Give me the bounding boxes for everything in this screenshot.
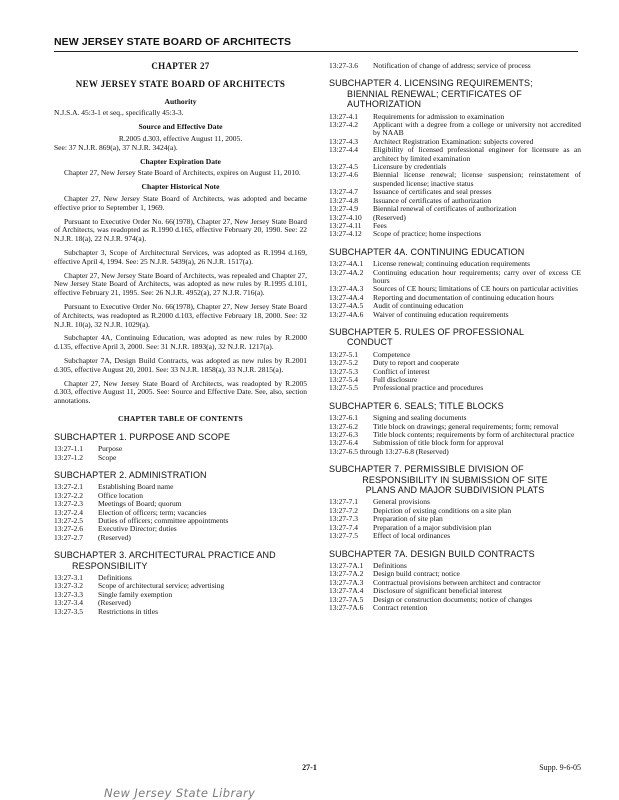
- toc-section[interactable]: [54, 525, 307, 533]
- section-title: Design build contract; notice: [373, 569, 460, 579]
- section-title: Effect of local ordinances: [373, 531, 451, 541]
- section-number: 13:27-4.12: [329, 229, 362, 239]
- expiration-heading: Chapter Expiration Date: [140, 156, 221, 166]
- section-number: 13:27-1.2: [54, 452, 83, 462]
- expiration-text: Chapter 27, New Jersey State Board of Architects, expires on August 11, 2010.: [64, 168, 301, 178]
- toc-section[interactable]: [329, 214, 581, 222]
- section-number: 13:27-7A.6: [329, 602, 364, 612]
- section-title: Scope of practice; home inspections: [373, 229, 482, 239]
- subchapter-heading[interactable]: [329, 327, 581, 348]
- source-line-2: See: 37 N.J.R. 869(a), 37 N.J.R. 3424(a).: [54, 142, 178, 152]
- section-title: General provisions: [373, 497, 430, 507]
- history-paragraph: Subchapter 4A, Continuing Education, was adopted as new rules by R.2000 d.135, effective April 3, 2000. See: 31 N.J.R. 1893(a), 32 N.J.R. 1217(a).: [54, 333, 307, 352]
- section-title: Biennial renewal of certificates of authorization: [373, 204, 517, 214]
- toc-section[interactable]: [54, 534, 307, 542]
- section-title: Professional practice and procedures: [373, 383, 484, 393]
- toc-section[interactable]: [329, 604, 581, 612]
- section-title: Restrictions in titles: [98, 606, 158, 616]
- section-title: Signing and sealing documents: [373, 413, 467, 423]
- subchapter-heading-line: SUBCHAPTER 3. ARCHITECTURAL PRACTICE AND: [54, 550, 276, 561]
- section-number: 13:27-4.4: [329, 145, 358, 155]
- subchapter-heading-line: SUBCHAPTER 2. ADMINISTRATION: [54, 469, 207, 480]
- toc-section[interactable]: [329, 230, 581, 238]
- section-number: 13:27-6.4: [329, 438, 358, 448]
- toc-section[interactable]: [329, 532, 581, 540]
- subchapter-heading[interactable]: [54, 550, 307, 571]
- toc-section[interactable]: [329, 205, 581, 213]
- section-number: 13:27-2.6: [54, 524, 83, 534]
- section-number: 13:27-7.5: [329, 531, 358, 541]
- subchapter-heading-line: RESPONSIBILITY IN SUBMISSION OF SITE: [362, 474, 548, 485]
- section-title: Meetings of Board; quorum: [98, 499, 182, 509]
- source-line-1: R.2005 d.303, effective August 11, 2005.: [118, 133, 243, 143]
- section-title: Purpose: [98, 444, 123, 454]
- section-number: 13:27-7A.2: [329, 569, 364, 579]
- subchapter-heading-line: RESPONSIBILITY: [72, 560, 148, 571]
- section-number: 13:27-4.3: [329, 136, 358, 146]
- right-toc: [329, 78, 581, 612]
- subchapter-heading[interactable]: [54, 432, 307, 442]
- section-title: Submission of title block form for approval: [373, 438, 504, 448]
- toc-section[interactable]: [329, 368, 581, 376]
- section-number: 13:27-4.6: [329, 170, 358, 180]
- toc-section[interactable]: [54, 599, 307, 607]
- section-number: 13:27-6.3: [329, 430, 358, 440]
- section-title: Applicant with a degree from a college or university not accredited by NAAB: [373, 120, 581, 138]
- section-number: 13:27-5.1: [329, 349, 358, 359]
- section-number: 13:27-5.5: [329, 383, 358, 393]
- section-title: Issuance of certificates of authorization: [373, 195, 492, 205]
- section-number: 13:27-6.2: [329, 421, 358, 431]
- section-number: 13:27-3.3: [54, 589, 83, 599]
- section-number: 13:27-7A.3: [329, 577, 364, 587]
- section-title: Issuance of certificates and seal presses: [373, 187, 492, 197]
- section-number: 13:27-2.1: [54, 482, 83, 492]
- section-number: 13:27-1.1: [54, 444, 83, 454]
- toc-section[interactable]: [54, 517, 307, 525]
- left-toc: [54, 432, 307, 616]
- subchapter-heading-line: SUBCHAPTER 4. LICENSING REQUIREMENTS;: [329, 78, 533, 89]
- history-paragraph: Pursuant to Executive Order No. 66(1978), Chapter 27, New Jersey State Board of Architects, was readopted as R.1990 d.165, effective February 20, 1990. See: 22 N.J.R. 18(a), 22 N.J.R. 974(a).: [54, 216, 307, 244]
- section-title: Architect Registration Examination: subjects covered: [373, 136, 534, 146]
- supplement-date: Supp. 9-6-05: [539, 763, 581, 772]
- section-title: Sources of CE hours; limitations of CE hours on particular activities: [373, 284, 578, 294]
- section-title: Preparation of a major subdivision plan: [373, 522, 492, 532]
- section-title: Conflict of interest: [373, 366, 430, 376]
- toc-section[interactable]: [54, 454, 307, 462]
- left-column: [54, 62, 307, 616]
- authority-heading: Authority: [164, 96, 197, 106]
- toc-section[interactable]: [329, 507, 581, 515]
- section-title: Title block contents; requirements by form of architectural practice: [373, 430, 575, 440]
- section-number: 13:27-7.3: [329, 514, 358, 524]
- toc-title: CHAPTER TABLE OF CONTENTS: [118, 413, 243, 423]
- section-number: 13:27-2.5: [54, 515, 83, 525]
- section-number: 13:27-5.2: [329, 358, 358, 368]
- section-title: Establishing Board name: [98, 482, 174, 492]
- subchapter-heading-line: SUBCHAPTER 6. SEALS; TITLE BLOCKS: [329, 400, 504, 411]
- section-number: 13:27-2.7: [54, 532, 83, 542]
- chapter-title: NEW JERSEY STATE BOARD OF ARCHITECTS: [75, 78, 286, 89]
- subchapter-heading-line: AUTHORIZATION: [347, 99, 422, 110]
- section-number: 13:27-2.3: [54, 499, 83, 509]
- section-number: 13:27-4.1: [329, 111, 358, 121]
- section-title: Definitions: [98, 572, 132, 582]
- section-title: Contractual provisions between architect and contractor: [373, 577, 541, 587]
- toc-section[interactable]: [329, 384, 581, 392]
- toc-section[interactable]: [54, 591, 307, 599]
- toc-section[interactable]: [329, 146, 581, 163]
- section-title: Fees: [373, 220, 387, 230]
- subchapter-heading-line: SUBCHAPTER 1. PURPOSE AND SCOPE: [54, 431, 231, 442]
- section-number: 13:27-4.7: [329, 187, 358, 197]
- toc-section[interactable]: [54, 483, 307, 491]
- subchapter-heading-line: CONDUCT: [347, 337, 393, 348]
- section-title: Design or construction documents; notice of changes: [373, 594, 533, 604]
- section-title: Disclosure of significant beneficial interest: [373, 586, 503, 596]
- section-title: Contract retention: [373, 602, 428, 612]
- subchapter-heading-line: PLANS AND MAJOR SUBDIVISION PLATS: [365, 485, 545, 496]
- subchapter-heading-line: SUBCHAPTER 7. PERMISSIBLE DIVISION OF: [329, 464, 524, 475]
- section-title: (Reserved): [98, 532, 131, 542]
- toc-section[interactable]: [329, 171, 581, 188]
- section-title: Continuing education hour requirements; carry over of excess CE hours: [373, 267, 581, 285]
- section-number: 13:27-5.4: [329, 375, 358, 384]
- section-number: 13:27-7.2: [329, 505, 358, 515]
- history-paragraph: Chapter 27, New Jersey State Board of Architects, was readopted by R.2005 d.303, effective August 11, 2005. See: Source and Effective Date. See, also, section annotations.: [54, 378, 307, 406]
- section-title: Waiver of continuing education requirements: [373, 309, 509, 319]
- section-title: Depiction of existing conditions on a site plan: [373, 505, 512, 515]
- right-column: [329, 62, 581, 612]
- section-title: Single family exemption: [98, 589, 173, 599]
- history-paragraph: Chapter 27, New Jersey State Board of Architects, was adopted and became effective prior to September 1, 1969.: [54, 193, 307, 212]
- toc-section[interactable]: [329, 596, 581, 604]
- section-number: 13:27-4A.5: [329, 301, 364, 311]
- section-number: 13:27-4.10: [329, 212, 362, 222]
- section-title: Scope: [98, 452, 117, 462]
- section-title: Duty to report and cooperate: [373, 358, 460, 368]
- toc-section[interactable]: [54, 582, 307, 590]
- section-title: Preparation of site plan: [373, 514, 443, 524]
- section-number: 13:27-4A.6: [329, 309, 364, 319]
- toc-section[interactable]: [329, 311, 581, 319]
- subchapter-heading-line: SUBCHAPTER 4A. CONTINUING EDUCATION: [329, 246, 525, 257]
- section-number: 13:27-3.2: [54, 581, 83, 591]
- section-number: 13:27-7A.1: [329, 560, 364, 570]
- section-number: 13:27-4.9: [329, 204, 358, 214]
- section-number: 13:27-4.5: [329, 162, 358, 172]
- subchapter-heading-line: SUBCHAPTER 5. RULES OF PROFESSIONAL: [329, 326, 525, 337]
- section-title: License renewal; continuing education requirements: [373, 259, 531, 269]
- section-number: 13:27-4.2: [329, 120, 358, 130]
- toc-section[interactable]: [329, 269, 581, 286]
- toc-section[interactable]: [329, 359, 581, 367]
- toc-section[interactable]: [329, 121, 581, 138]
- section-number: 13:27-7.1: [329, 497, 358, 507]
- authority-text: N.J.S.A. 45:3-1 et seq., specifically 45:3-3.: [54, 108, 184, 118]
- section-title: Title block on drawings; general requirements; form; removal: [373, 421, 559, 431]
- section-number: 13:27-5.3: [329, 366, 358, 376]
- subchapter-heading-line: SUBCHAPTER 7A. DESIGN BUILD CONTRACTS: [329, 548, 535, 559]
- section-number: 13:27-4A.3: [329, 284, 364, 294]
- history-paragraphs: [54, 195, 307, 406]
- section-title: 13:27-6.5 through 13:27-6.8 (Reserved): [329, 446, 449, 456]
- subchapter-heading[interactable]: [329, 78, 581, 109]
- history-paragraph: Pursuant to Executive Order No. 66(1978), Chapter 27, New Jersey State Board of Architects, was readopted as R.2000 d.103, effective February 18, 2000. See: 32 N.J.R. 10(a), 32 N.J.R. 1029(a).: [54, 301, 307, 329]
- section-title: Duties of officers; committee appointments: [98, 515, 229, 525]
- toc-section[interactable]: [329, 524, 581, 532]
- toc-section[interactable]: [329, 448, 581, 456]
- section-number: 13:27-3.6: [329, 61, 358, 70]
- section-number: 13:27-4A.2: [329, 267, 364, 277]
- section-title: Full disclosure: [373, 375, 418, 384]
- section-title: Executive Director; duties: [98, 524, 177, 534]
- page-number: 27-1: [302, 763, 317, 772]
- section-title: Reporting and documentation of continuing education hours: [373, 292, 554, 302]
- history-heading: Chapter Historical Note: [141, 182, 220, 192]
- section-number: 13:27-3.4: [54, 598, 83, 608]
- subchapter-heading[interactable]: [329, 401, 581, 411]
- section-number: 13:27-6.1: [329, 413, 358, 423]
- section-title: Office location: [98, 490, 144, 500]
- subchapter-heading[interactable]: [329, 464, 581, 495]
- section-number: 13:27-3.1: [54, 572, 83, 582]
- section-number: 13:27-2.4: [54, 507, 83, 517]
- section-number: 13:27-2.2: [54, 490, 83, 500]
- section-title: (Reserved): [98, 598, 131, 608]
- section-number: 13:27-4.8: [329, 195, 358, 205]
- section-number: 13:27-4.11: [329, 220, 362, 230]
- history-paragraph: Subchapter 7A, Design Build Contracts, was adopted as new rules by R.2001 d.305, effective August 20, 2001. See: 33 N.J.R. 1858(a), 33 N.J.R. 2815(a).: [54, 355, 307, 374]
- section-title: (Reserved): [373, 212, 406, 222]
- toc-section[interactable]: [329, 62, 581, 70]
- toc-section[interactable]: [54, 445, 307, 453]
- library-stamp: New Jersey State Library: [104, 786, 256, 800]
- subchapter-heading[interactable]: [329, 247, 581, 257]
- running-header: NEW JERSEY STATE BOARD OF ARCHITECTS: [54, 36, 578, 52]
- section-number: 13:27-4A.4: [329, 292, 364, 302]
- section-title: Audit of continuing education: [373, 301, 464, 311]
- toc-section[interactable]: [54, 608, 307, 616]
- section-title: Definitions: [373, 560, 407, 570]
- section-number: 13:27-7A.5: [329, 594, 364, 604]
- section-number: 13:27-3.5: [54, 606, 83, 616]
- section-number: 13:27-7.4: [329, 522, 358, 532]
- subchapter-heading[interactable]: [329, 549, 581, 559]
- history-paragraph: Chapter 27, New Jersey State Board of Architects, was repealed and Chapter 27, New Jersey State Board of Architects, was adopted as new rules by R.1995 d.101, effective February 21, 1995. See: 26 N.J.R. 4952(a), 27 N.J.R. 716(a).: [54, 270, 307, 298]
- source-heading: Source and Effective Date: [138, 122, 223, 132]
- section-title: Licensure by credentials: [373, 162, 447, 172]
- section-number: 13:27-4A.1: [329, 259, 364, 269]
- subchapter-heading-line: BIENNIAL RENEWAL; CERTIFICATES OF: [347, 88, 522, 99]
- section-title: Scope of architectural service; advertising: [98, 581, 225, 591]
- section-title: Election of officers; term; vacancies: [98, 507, 207, 517]
- section-title: Requirements for admission to examination: [373, 111, 505, 121]
- section-title: Biennial license renewal; license suspension; reinstatement of suspended license; inactive status: [373, 170, 581, 188]
- subchapter-heading[interactable]: [54, 470, 307, 480]
- chapter-number: CHAPTER 27: [151, 61, 210, 71]
- history-paragraph: Subchapter 3, Scope of Architectural Services, was adopted as R.1994 d.169, effective April 4, 1994. See: 25 N.J.R. 5439(a), 26 N.J.R. 1517(a).: [54, 247, 307, 266]
- section-number: 13:27-7A.4: [329, 586, 364, 596]
- section-title: Eligibility of licensed professional engineer for licensure as an architect by limited examination: [373, 145, 581, 163]
- section-title: Competence: [373, 349, 411, 359]
- section-title: Notification of change of address; service of process: [373, 61, 531, 70]
